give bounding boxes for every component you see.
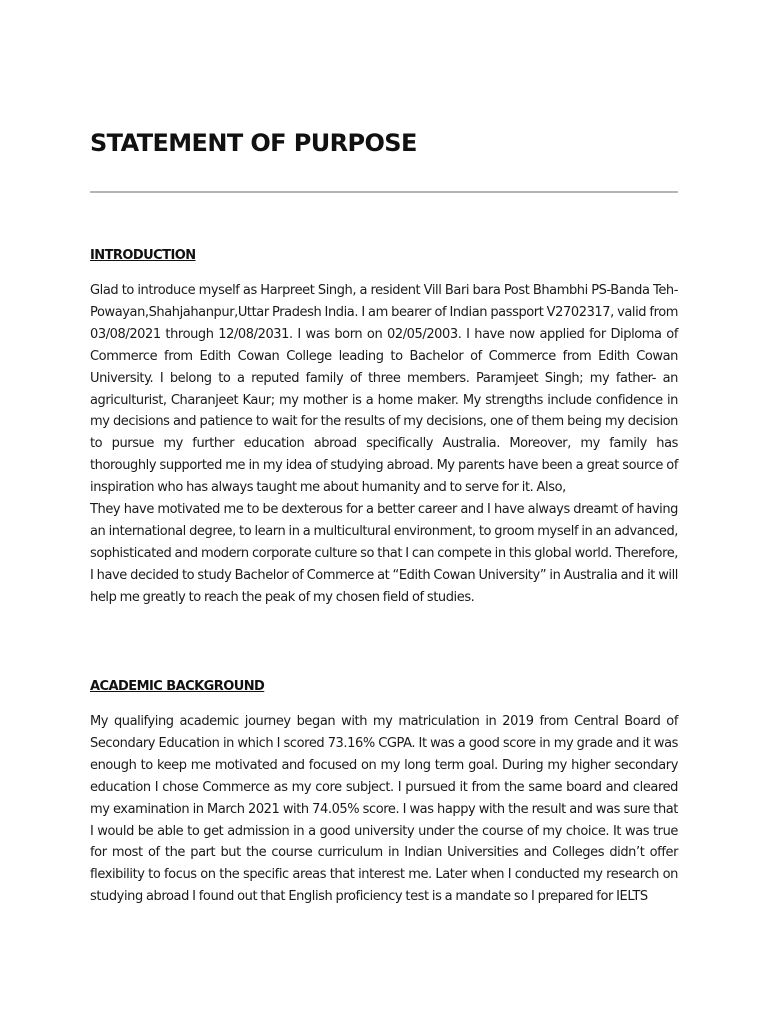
section-heading-academic-background: ACADEMIC BACKGROUND <box>90 679 265 694</box>
section-heading-introduction: INTRODUCTION <box>90 248 196 263</box>
academic-background-paragraph: My qualifying academic journey began with my matriculation in 2019 from Central Board of Secondary Education in which I scored 73.16% CGPA. It was a good score in my grade and it was enough to keep me motivated and focused on my long term goal. During my higher secondary education I chose Commerce as my core subject. I pursued it from the same board and cleared my examination in March 2021 with 74.05% score. I was happy with the result and was sure that I would be able to get admission in a good university under the course of my choice. It was true for most of the part but the course curriculum in Indian Universities and Colleges didn’t offer flexibility to focus on the specific areas that interest me. Later when I conducted my research on studying abroad I found out that English proficiency test is a mandate so I prepared for IELTS <box>90 714 678 905</box>
title-divider <box>90 191 678 193</box>
introduction-paragraph-1: Glad to introduce myself as Harpreet Singh, a resident Vill Bari bara Post Bhambhi PS-Banda Teh- Powayan,Shahjahanpur,Uttar Pradesh India. I am bearer of Indian passport V2702317, valid from 03/08/2021 through 12/08/2031. I was born on 02/05/2003. I have now applied for Diploma of Commerce from Edith Cowan College leading to Bachelor of Commerce from Edith Cowan University. I belong to a reputed family of three members. Paramjeet Singh; my father- an agriculturist, Charanjeet Kaur; my mother is a home maker. My strengths include confidence in my decisions and patience to wait for the results of my decisions, one of them being my decision to pursue my further education abroad specifically Australia. Moreover, my family has thoroughly supported me in my idea of studying abroad. My parents have been a great source of inspiration who has always taught me about humanity and to serve for it. Also, <box>90 283 678 496</box>
introduction-paragraph-2: They have motivated me to be dexterous for a better career and I have always dreamt of having an international degree, to learn in a multicultural environment, to groom myself in an advanced, sophisticated and modern corporate culture so that I can compete in this global world. Therefore, I have decided to study Bachelor of Commerce at “Edith Cowan University” in Australia and it will help me greatly to reach the peak of my chosen field of studies. <box>90 502 678 605</box>
document-title: STATEMENT OF PURPOSE <box>90 129 417 157</box>
